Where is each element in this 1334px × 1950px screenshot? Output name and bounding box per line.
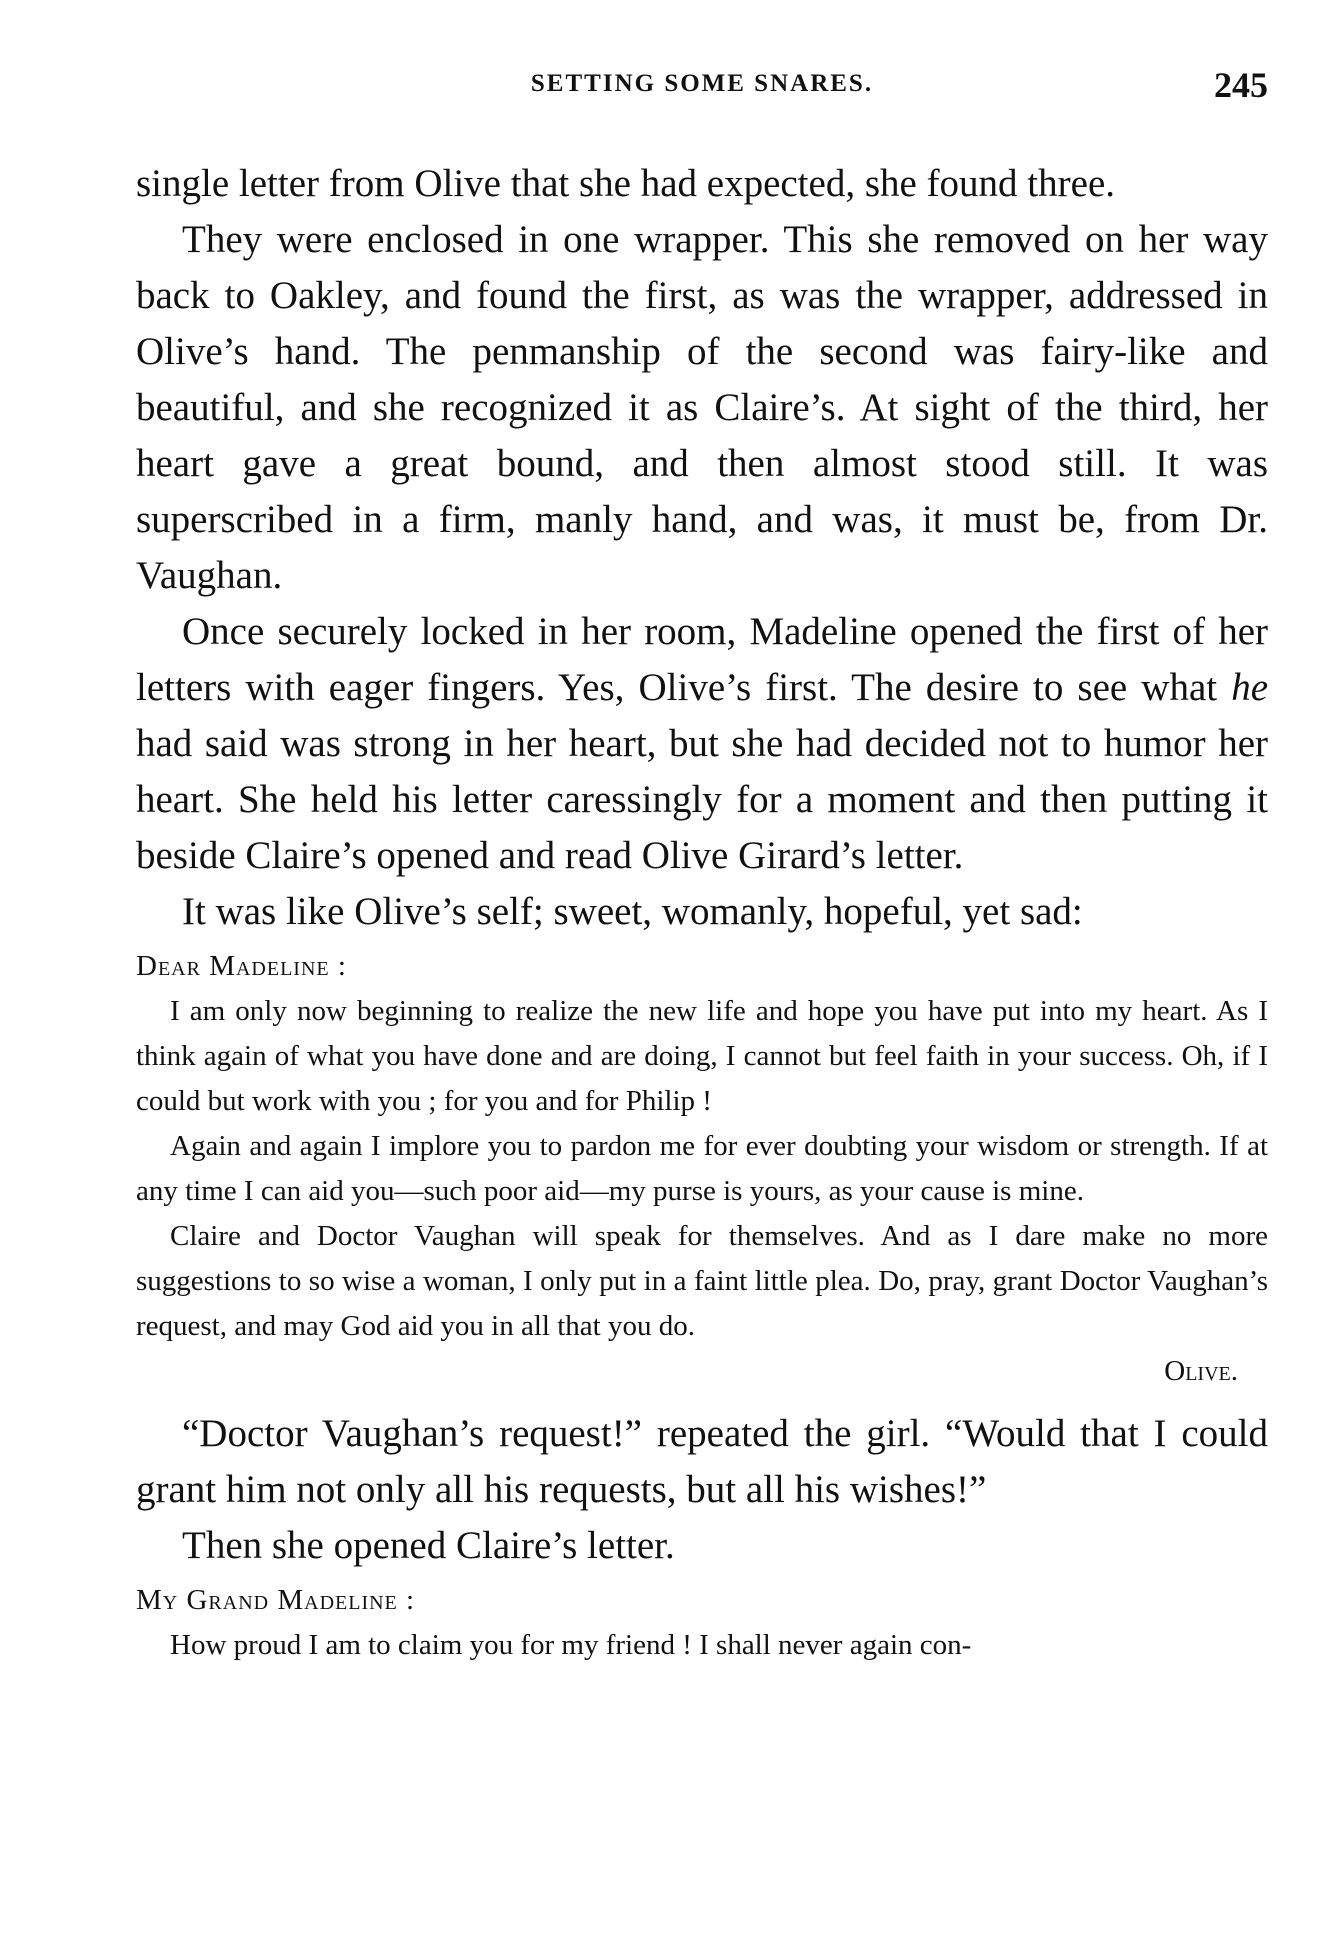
letter-paragraph: Claire and Doctor Vaughan will speak for themselves. And as I dare make no more suggestions to so wise a woman, I only put in a faint little plea. Do, pray, grant Doctor Vaughan’s request, and may God aid you in all that you do. — [136, 1220, 1268, 1342]
letter-paragraph: Again and again I implore you to pardon me for ever doubting your wisdom or strength. If at any time I can aid you—such poor aid—my purse is yours, as your cause is mine. — [136, 1130, 1268, 1207]
paragraph: “Doctor Vaughan’s request!” repeated the girl. “Would that I could grant him not only all his requests, but all his wishes!” — [136, 1412, 1268, 1511]
running-title: SETTING SOME SNARES. — [530, 70, 874, 97]
letter-paragraph: How proud I am to claim you for my friend ! I shall never again con- — [170, 1629, 972, 1661]
paragraph-text: had said was strong in her heart, but she had decided not to humor her heart. She held his letter caressingly for a moment and then putting it beside Claire’s opened and read Olive Girard’s letter. — [136, 722, 1268, 877]
paragraph — [136, 604, 1268, 884]
after-letter-text — [136, 1406, 1268, 1574]
letter-olive — [136, 944, 1268, 1394]
letter-paragraph: I am only now beginning to realize the new life and hope you have put into my heart. As I think again of what you have done and are doing, I cannot but feel faith in your success. Oh, if I could but work with you ; for you and for Philip ! — [136, 995, 1268, 1117]
page-number: 245 — [1214, 65, 1268, 105]
paragraph-text: Once securely locked in her room, Madeline opened the first of her letters with eager fingers. Yes, Olive’s first. The desire to see what — [136, 610, 1268, 709]
letter-signature: Olive. — [1164, 1355, 1238, 1387]
paragraph: They were enclosed in one wrapper. This she removed on her way back to Oakley, and found the first, as was the wrapper, addressed in Olive’s hand. The penmanship of the second was fairy-like and beautiful, and she recognized it as Claire’s. At sight of the third, her heart gave a great bound, and then almost stood still. It was superscribed in a firm, manly hand, and was, it must be, from Dr. Vaughan. — [136, 218, 1268, 597]
paragraph: It was like Olive’s self; sweet, womanly, hopeful, yet sad: — [182, 890, 1083, 933]
letter-claire — [136, 1578, 1268, 1668]
emphasis-text: he — [1231, 666, 1268, 709]
running-head — [136, 64, 1268, 108]
letter-salutation: My Grand Madeline : — [136, 1584, 416, 1616]
body-text — [136, 156, 1268, 1668]
paragraph-continued: single letter from Olive that she had expected, she found three. — [136, 162, 1115, 205]
letter-salutation: Dear Madeline : — [136, 950, 347, 982]
paragraph: Then she opened Claire’s letter. — [182, 1524, 675, 1567]
